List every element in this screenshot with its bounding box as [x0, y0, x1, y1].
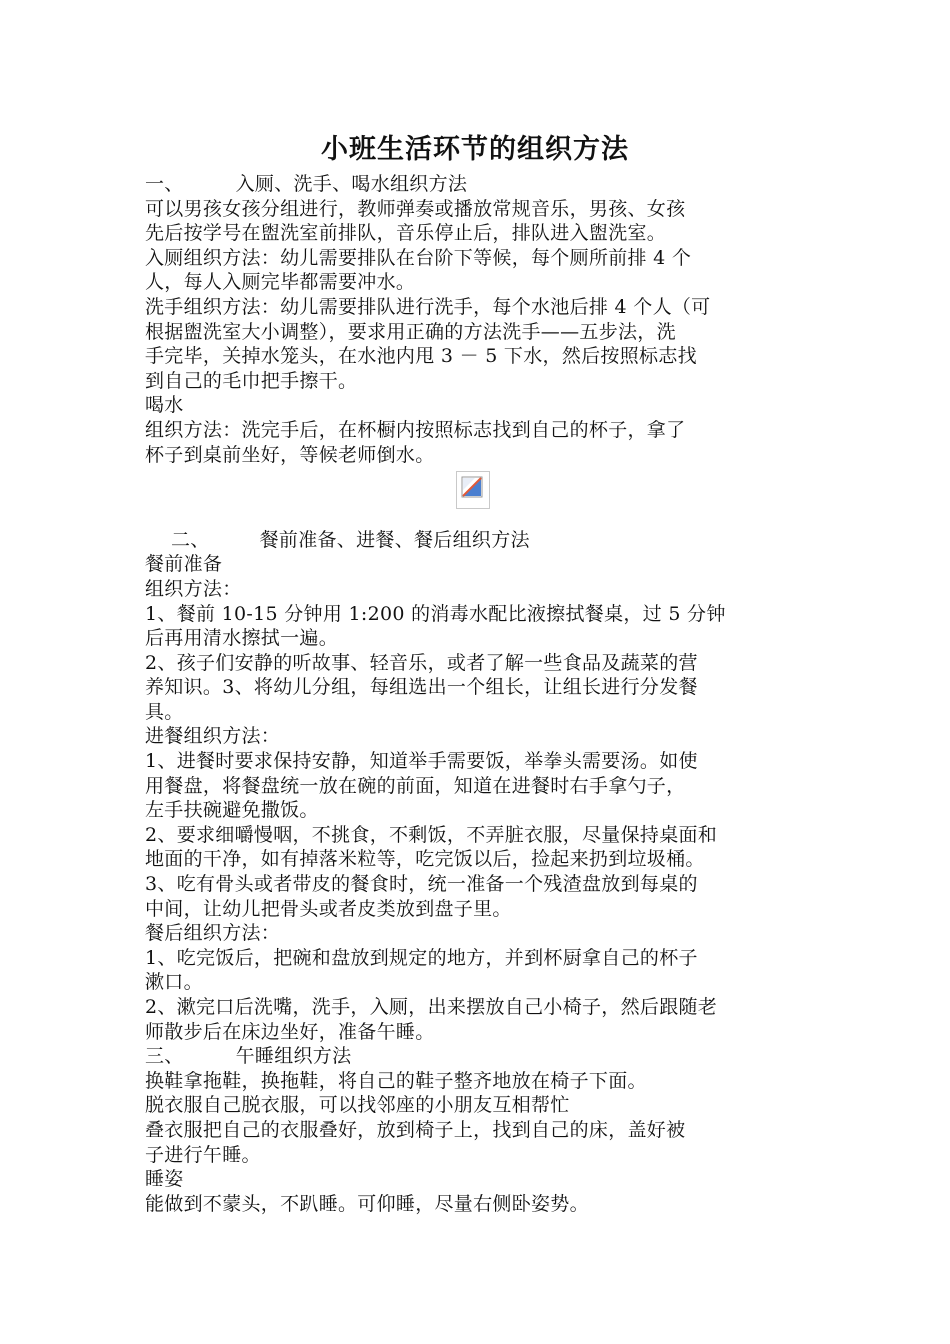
section-title: 午睡组织方法 — [235, 1045, 352, 1068]
paragraph-line: 中间，让幼儿把骨头或者皮类放到盘子里。 — [145, 897, 512, 920]
paragraph-line: 餐前准备 — [145, 553, 223, 576]
paragraph-line: 组织方法：洗完手后，在杯橱内按照标志找到自己的杯子，拿了 — [145, 418, 686, 441]
paragraph-line: 进餐组织方法： — [145, 725, 281, 748]
paragraph-line: 叠衣服把自己的衣服叠好，放到椅子上，找到自己的床，盖好被 — [145, 1118, 686, 1141]
paragraph-line: 可以男孩女孩分组进行，教师弹奏或播放常规音乐，男孩、女孩 — [145, 197, 686, 220]
section-number: 二、 — [171, 528, 210, 551]
paragraph-line: 杯子到桌前坐好，等候老师倒水。 — [145, 443, 435, 466]
paragraph-line: 左手扶碗避免撒饭。 — [145, 799, 319, 822]
paragraph-line: 喝水 — [145, 394, 184, 417]
section-title: 入厕、洗手、喝水组织方法 — [235, 173, 468, 195]
paragraph-line: 组织方法： — [145, 577, 242, 600]
paragraph-line: 手完毕，关掉水笼头，在水池内甩 3 － 5 下水，然后按照标志找 — [145, 345, 697, 368]
paragraph-line: 师散步后在床边坐好，准备午睡。 — [145, 1020, 435, 1043]
paragraph-line: 地面的干净，如有掉落米粒等，吃完饭以后，捡起来扔到垃圾桶。 — [145, 848, 705, 871]
section-heading — [145, 1044, 807, 1069]
paragraph-line: 子进行午睡。 — [145, 1143, 261, 1166]
broken-image-icon — [461, 476, 485, 500]
paragraph-line: 换鞋拿拖鞋，换拖鞋，将自己的鞋子整齐地放在椅子下面。 — [145, 1069, 647, 1092]
document-body — [145, 172, 807, 1216]
paragraph-line: 能做到不蒙头，不趴睡。可仰睡，尽量右侧卧姿势。 — [145, 1192, 589, 1215]
section-heading — [145, 528, 807, 553]
paragraph-line: 具。 — [145, 700, 184, 723]
section-title: 餐前准备、进餐、餐后组织方法 — [259, 528, 530, 551]
paragraph-line: 2、要求细嚼慢咽，不挑食，不剩饭，不弄脏衣服，尽量保持桌面和 — [145, 823, 718, 846]
paragraph-line: 养知识。3、将幼儿分组，每组选出一个组长，让组长进行分发餐 — [145, 676, 698, 699]
paragraph-line: 用餐盘，将餐盘统一放在碗的前面，知道在进餐时右手拿勺子， — [145, 774, 686, 797]
paragraph-line: 3、吃有骨头或者带皮的餐食时，统一准备一个残渣盘放到每桌的 — [145, 873, 698, 896]
paragraph-line: 洗手组织方法：幼儿需要排队进行洗手，每个水池后排 4 个人（可 — [145, 295, 711, 318]
paragraph-line: 人，每人入厕完毕都需要冲水。 — [145, 271, 416, 294]
broken-image-placeholder — [456, 471, 490, 509]
paragraph-line: 1、进餐时要求保持安静，知道举手需要饭，举拳头需要汤。如使 — [145, 750, 698, 773]
paragraph-line: 2、孩子们安静的听故事、轻音乐，或者了解一些食品及蔬菜的营 — [145, 651, 698, 674]
paragraph-line: 2、漱完口后洗嘴，洗手，入厕，出来摆放自己小椅子，然后跟随老 — [145, 996, 718, 1018]
section-heading — [145, 172, 807, 197]
paragraph-line: 脱衣服自己脱衣服，可以找邻座的小朋友互相帮忙 — [145, 1094, 570, 1117]
paragraph-line: 后再用清水擦拭一遍。 — [145, 627, 339, 650]
paragraph-line: 入厕组织方法：幼儿需要排队在台阶下等候，每个厕所前排 4 个 — [145, 246, 692, 269]
paragraph-line: 到自己的毛巾把手擦干。 — [145, 369, 358, 392]
paragraph-line: 漱口。 — [145, 971, 203, 994]
paragraph-line: 餐后组织方法： — [145, 922, 281, 945]
section-number: 三、 — [145, 1045, 184, 1068]
paragraph-line: 根据盥洗室大小调整），要求用正确的方法洗手——五步法，洗 — [145, 320, 676, 343]
paragraph-line: 睡姿 — [145, 1168, 184, 1191]
paragraph-line: 先后按学号在盥洗室前排队，音乐停止后，排队进入盥洗室。 — [145, 222, 667, 245]
paragraph-line: 1、吃完饭后，把碗和盘放到规定的地方，并到杯厨拿自己的杯子 — [145, 946, 698, 969]
section-number: 一、 — [145, 173, 184, 195]
page-title: 小班生活环节的组织方法 — [321, 134, 629, 165]
paragraph-line: 1、餐前 10-15 分钟用 1:200 的消毒水配比液擦拭餐桌，过 5 分钟 — [145, 602, 726, 625]
